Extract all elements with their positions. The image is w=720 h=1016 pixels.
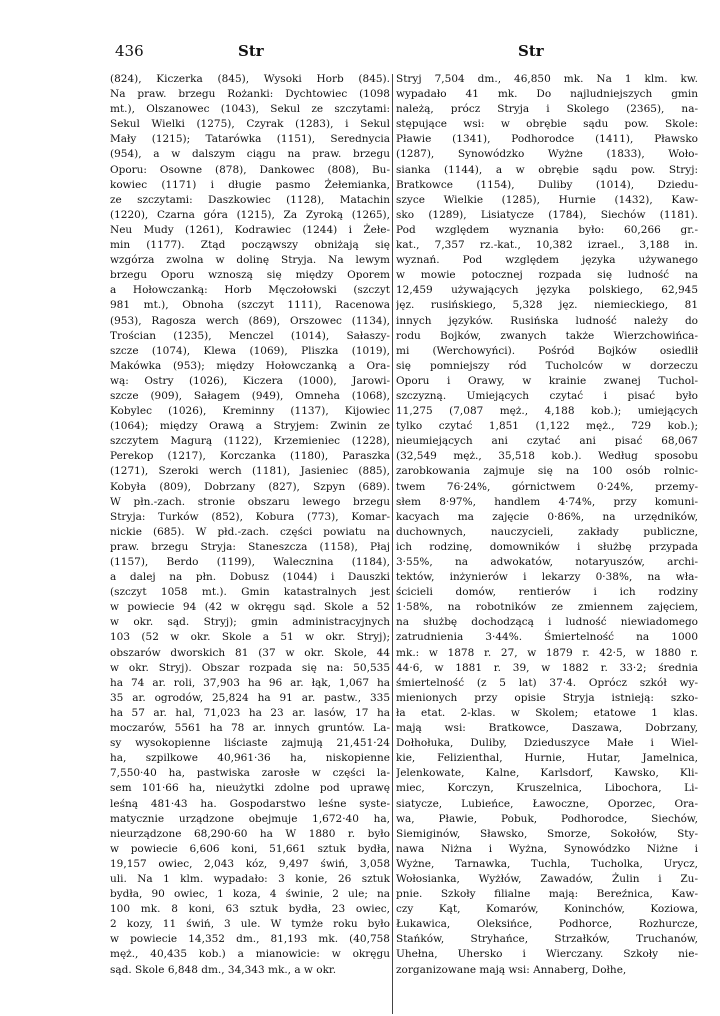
text-line: a dalej na płn. Dobusz (1044) i Dauszki [110,571,390,584]
text-line: ścicieli domów, rentierów i ich rodziny [396,586,698,599]
left-running-head: Str [238,42,264,60]
text-line: Dołhołuka, Duliby, Dzieduszyce Małe i Wiel- [396,737,698,750]
text-line: 12,459 używających języka polskiego, 62,945 [396,284,698,297]
text-line: Kobylec (1026), Kreminny (1137), Kijowiec [110,405,390,418]
text-line: kacyach ma zajęcie 0·86%, na urzędników, [396,510,698,523]
text-line: szcze (909), Sałagem (949), Omneha (1068), [110,389,390,402]
text-line: bydła, 90 owiec, 1 koza, 4 świnie, 2 ule; na [110,888,390,901]
text-line: stępujące wsi: w obrębie sądu pow. Skole: [396,118,698,131]
text-line: (953), Ragosza werch (869), Orszowec (1134), [110,314,390,327]
text-line: Makówka (953); między Hołowczanką a Ora- [110,359,390,372]
text-line: twem 76·24%, górnictwem 0·24%, przemy- [396,480,698,493]
text-line: 11,275 (7,087 męż., 4,188 kob.); umiejących [396,405,698,418]
text-line: (954), a w dalszym ciągu na praw. brzegu [110,148,390,161]
text-line: pnie. Szkoły filialne mają: Bereźnica, Kaw- [396,888,698,901]
text-line: w okr. sąd. Stryj); gmin administracyjnych [110,616,390,629]
page-header [0,42,720,66]
text-line: ha, szpilkowe 40,961·36 ha, niskopienne [110,752,390,765]
text-line: się pomniejszy ród Tucholców w dorzeczu [396,359,698,372]
text-line: Jelenkowate, Kalne, Karlsdorf, Kawsko, Kli- [396,767,698,780]
text-line: moczarów, 5561 ha 78 ar. innych gruntów. La- [110,722,390,735]
text-line: Stryj 7,504 dm., 46,850 mk. Na 1 klm. kw. [396,73,698,85]
left-text-column [110,72,390,978]
text-line: sianka (1144), a w obrębie sądu pow. Stryj: [396,163,698,176]
column-divider [392,74,393,1014]
text-line: 103 (52 w okr. Skole a 51 w okr. Stryj); [110,631,390,644]
text-line: 2 kozy, 11 świń, 3 ule. W tymże roku było [110,918,390,931]
text-line: Bratkowce (1154), Duliby (1014), Dziedu- [396,178,698,191]
text-line: mają wsi: Bratkowce, Daszawa, Dobrzany, [396,722,698,735]
text-line: (1064); między Orawą a Stryjem: Zwinin ze [110,420,390,433]
text-line: kowiec (1171) i długie pasmo Żełemianka, [110,178,390,191]
text-line: w powiecie 6,606 koni, 51,661 sztuk bydła, [110,842,390,855]
text-line: sem 101·66 ha, nieużytki zdolne pod uprawę [110,782,390,795]
text-line: Pławie (1341), Podhorodce (1411), Pławsko [396,133,698,146]
text-line: (32,549 męż., 35,518 kob.). Według sposobu [396,450,698,463]
text-line: Siemiginów, Sławsko, Smorze, Sokołów, Sty- [396,827,698,840]
text-line: Łukawica, Oleksińce, Podhorce, Rozhurcze, [396,918,698,931]
text-line: duchownych, nauczycieli, zakłady publiczne, [396,525,698,538]
text-line: wą: Ostry (1026), Kiczera (1000), Jarowi- [110,374,390,387]
text-line: 35 ar. ogrodów, 25,824 ha 91 ar. pastw., 335 [110,691,390,704]
text-line: wa, Pławie, Pobuk, Podhorodce, Siechów, [396,812,698,825]
text-line: Perekop (1217), Korczanka (1180), Paraszka [110,450,390,463]
text-line: (1157), Berdo (1199), Walecznina (1184), [110,556,390,568]
text-line: mt.), Olszanowec (1043), Sekul ze szczytami: [110,103,390,116]
text-line: min (1177). Ztąd począwszy obniżają się [110,239,390,252]
text-line: ła etat. 2-klas. w Skolem; etatowe 1 klas. [396,706,698,719]
text-line: ha 74 ar. roli, 37,903 ha 96 ar. łąk, 1,067 ha [110,676,390,689]
text-line: (1271), Szeroki werch (1181), Jasieniec (885), [110,465,390,478]
text-line: jęz. rusińskiego, 5,328 jęz. niemieckiego, 81 [396,299,698,312]
text-line: w okr. Stryj). Obszar rozpada się na: 50,535 [110,661,390,674]
text-line: matycznie urządzone obejmuje 1,672·40 ha, [110,812,390,825]
text-line: a Hołowczanką: Horb Męczołowski (szczyt [110,284,390,297]
text-line: szcze (1074), Klewa (1069), Pliszka (1019), [110,344,390,357]
text-line: (824), Kiczerka (845), Wysoki Horb (845). [110,73,390,85]
text-line: W płn.-zach. stronie obszaru lewego brzegu [110,495,390,508]
text-line: nieumiejących ani czytać ani pisać 68,067 [396,435,698,448]
text-line: siatycze, Lubieńce, Ławoczne, Oporzec, Ora- [396,797,698,810]
text-line: męż., 40,435 kob.) a mianowicie: w okręgu [110,948,390,961]
text-line: w powiecie 94 (42 w okręgu sąd. Skole a 52 [110,601,390,614]
text-line: Oporu: Osowne (878), Dankowec (808), Bu- [110,163,390,176]
text-line: Oporu i Orawy, w krainie zwanej Tuchol- [396,374,698,387]
text-line: Pod względem wyznania było: 60,266 gr.- [396,223,698,236]
text-line: mienionych przy opisie Stryja istnieją: szko- [396,691,698,704]
text-line: rodu Bojków, zwanych także Wierzchowińca- [396,329,698,342]
text-line: Uhełna, Uhersko i Wierczany. Szkoły nie- [396,948,698,961]
text-line: w powiecie 14,352 dm., 81,193 mk. (40,758 [110,933,390,946]
text-line: obszarów dworskich 81 (37 w okr. Skole, 44 [110,646,390,659]
text-line: (1220), Czarna góra (1215), Za Zyroką (1265), [110,208,390,221]
text-line: (szczyt 1058 mt.). Gmin katastralnych jest [110,586,390,599]
text-line: na służbę dochodzącą i ludność niewiadomego [396,616,698,629]
text-line: słem 8·97%, handlem 4·74%, przy komuni- [396,495,698,508]
text-line: 19,157 owiec, 2,043 kóz, 9,497 świń, 3,058 [110,857,390,870]
text-line: Trościan (1235), Menczel (1014), Sałaszy- [110,329,390,342]
text-line: Wyżne, Tarnawka, Tuchla, Tucholka, Urycz, [396,857,698,870]
text-line: Na praw. brzegu Rożanki: Dychtowiec (1098 [110,88,390,101]
text-line: brzegu Oporu wznoszą się między Oporem [110,269,390,282]
text-line: Sekul Wielki (1275), Czyrak (1283), i Sekul [110,118,390,131]
text-line: zorganizowane mają wsi: Annaberg, Dołhe, [396,963,627,976]
text-line: 7,550·40 ha, pastwiska zarosłe w części la- [110,767,390,780]
text-line: 981 mt.), Obnoha (szczyt 1111), Racenowa [110,299,390,312]
text-line: wypadało 41 mk. Do najludniejszych gmin [396,88,698,101]
text-line: sko (1289), Lisiatycze (1784), Siechów (1181). [396,208,698,221]
text-line: innych języków. Rusińska ludność należy do [396,314,698,327]
text-line: ich rodzinę, domowników i służbę przypada [396,540,698,553]
text-line: sy wysokopienne liściaste zajmują 21,451·24 [110,737,390,750]
text-line: tektów, inżynierów i lekarzy 0·38%, na wła- [396,571,698,584]
text-line: 3·55%, na adwokatów, notaryuszów, archi- [396,556,698,568]
text-line: należą, prócz Stryja i Skolego (2365), na- [396,103,698,116]
text-line: szczyzną. Umiejących czytać i pisać było [396,389,698,402]
text-line: leśną 481·43 ha. Gospodarstwo leśne syste- [110,797,390,810]
text-line: szczytem Magurą (1122), Krzemieniec (1228), [110,435,390,448]
text-line: wzgórza zwolna w dolinę Stryja. Na lewym [110,254,390,267]
text-line: miec, Korczyn, Kruszelnica, Libochora, Li- [396,782,698,795]
text-line: Kobyła (809), Dobrzany (827), Szpyn (689). [110,480,390,493]
right-running-head: Str [518,42,544,60]
text-line: Mały (1215); Tatarówka (1151), Serednycia [110,133,390,146]
text-line: czy Kąt, Komarów, Koninchów, Koziowa, [396,903,698,916]
text-line: 44·6, w 1881 r. 39, w 1882 r. 33·2; średnia [396,661,698,674]
text-line: praw. brzegu Stryja: Staneszcza (1158), Płaj [110,540,390,553]
text-line: mi (Werchowyńci). Pośród Bojków osiedlił [396,344,698,357]
text-line: zarobkowania zajmuje się na 100 osób rolnic- [396,465,698,478]
text-line: sąd. Skole 6,848 dm., 34,343 mk., a w okr. [110,963,337,976]
text-line: w mowie potocznej rozpada się ludność na [396,269,698,282]
text-line: 100 mk. 8 koni, 63 sztuk bydła, 23 owiec, [110,903,390,916]
text-line: szyce Wielkie (1285), Hurnie (1432), Kaw- [396,193,698,206]
text-line: wyznań. Pod względem języka używanego [396,254,698,267]
text-line: kie, Felizienthal, Hurnie, Hutar, Jamelnica, [396,752,698,765]
text-line: tylko czytać 1,851 (1,122 męż., 729 kob.); [396,420,698,433]
text-line: ha 57 ar. hal, 71,023 ha 23 ar. lasów, 17 ha [110,706,390,719]
text-line: 1·58%, na robotników ze zmiennem zajęciem, [396,601,698,614]
text-line: nawa Niżna i Wyżna, Synowódzko Niżne i [396,842,698,855]
text-line: Stańków, Stryhańce, Strzałków, Truchanów, [396,933,698,946]
text-line: kat., 7,357 rz.-kat., 10,382 izrael., 3,188 in. [396,239,698,252]
right-text-column [396,72,698,978]
text-line: ze szczytami: Daszkowiec (1128), Matachin [110,193,390,206]
text-line: Neu Mudy (1261), Kodrawiec (1244) i Żełe- [110,223,390,236]
text-line: (1287), Synowódzko Wyżne (1833), Woło- [396,148,698,161]
text-line: uli. Na 1 klm. wypadało: 3 konie, 26 sztuk [110,872,390,885]
text-line: Wołosianka, Wyżłów, Zawadów, Żulin i Zu- [396,872,698,885]
text-line: nickie (685). W płd.-zach. części powiatu na [110,525,390,538]
text-line: Stryja: Turków (852), Kobura (773), Komar- [110,510,390,523]
page-number: 436 [115,42,144,60]
text-line: zatrudnienia 3·44%. Śmiertelność na 1000 [396,631,698,644]
text-line: śmiertelność (z 5 lat) 37·4. Oprócz szkół wy- [396,676,698,689]
text-line: mk.: w 1878 r. 27, w 1879 r. 42·5, w 1880 r. [396,646,698,659]
text-line: nieurządzone 68,290·60 ha W 1880 r. było [110,827,390,840]
